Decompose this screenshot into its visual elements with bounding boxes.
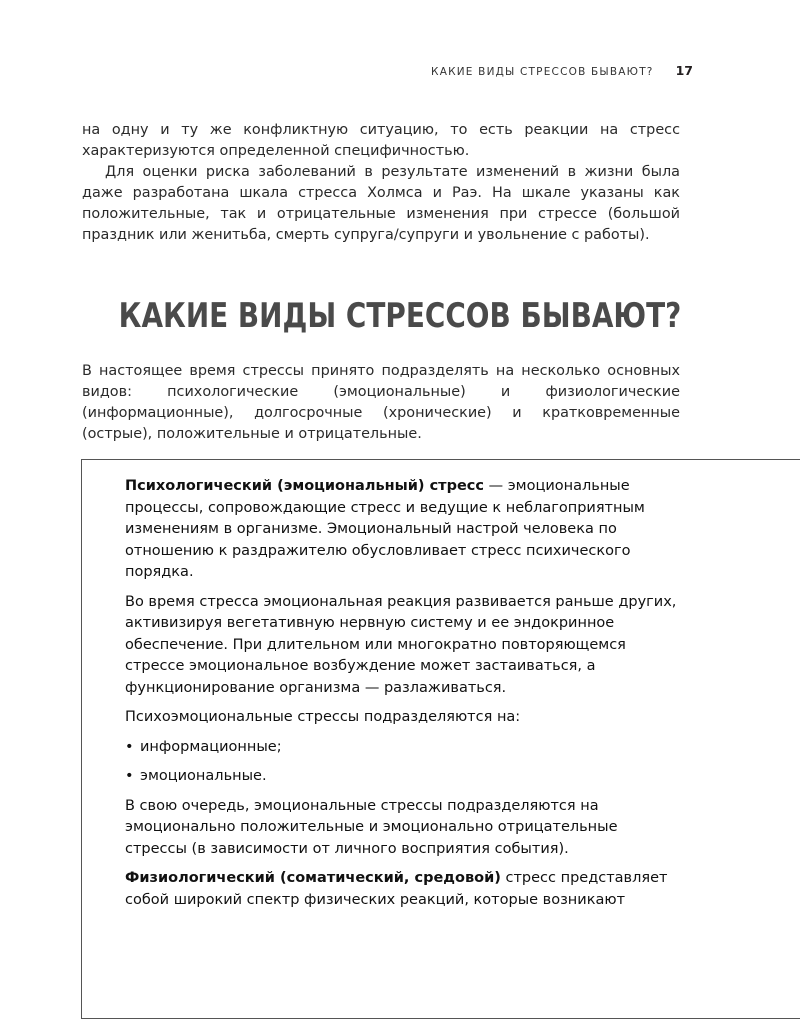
intro-text bbox=[82, 120, 680, 246]
running-head bbox=[431, 63, 693, 78]
term-physiological-stress: Физиологический (соматический, средовой) bbox=[125, 870, 501, 886]
intro-paragraph-1: на одну и ту же конфликтную ситуацию, то есть реакции на стресс характеризуются определенной специфичностью. bbox=[82, 122, 680, 159]
stress-types-list bbox=[125, 737, 680, 788]
section-heading: КАКИЕ ВИДЫ СТРЕССОВ БЫВАЮТ? bbox=[118, 296, 682, 336]
sidebar-paragraph-2: Во время стресса эмоциональная реакция развивается раньше других, активизируя вегетативную нервную систему и ее эндокринное обеспечение. При длительном или многократно повторяющемся стрессе эмоциональное возбуждение может застаиваться, а функционирование организма — разлаживаться. bbox=[125, 593, 677, 696]
sidebar-box bbox=[81, 459, 800, 1019]
sidebar-content bbox=[125, 476, 680, 919]
sidebar-paragraph-1 bbox=[125, 476, 680, 584]
list-item bbox=[125, 737, 680, 759]
section-lead bbox=[82, 361, 680, 445]
sidebar-paragraph-5 bbox=[125, 868, 680, 911]
list-item bbox=[125, 766, 680, 788]
intro-paragraph-2: Для оценки риска заболеваний в результате изменений в жизни была даже разработана шкала стресса Холмса и Раэ. На шкале указаны как положительные, так и отрицательные изменения при стрессе (большой праздник или женитьба, смерть супруга/супруги и увольнение с работы). bbox=[82, 164, 680, 243]
bullet-icon: • bbox=[125, 768, 134, 784]
sidebar-paragraph-5-text: стресс представляет собой широкий спектр физических реакций, которые возникают bbox=[125, 870, 668, 908]
sidebar-paragraph-1-text: — эмоциональные процессы, сопровождающие стресс и ведущие к неблагоприятным изменениям в организме. Эмоциональный настрой человека по отношению к раздражителю обусловливает стресс психического порядка. bbox=[125, 478, 645, 580]
running-head-title: КАКИЕ ВИДЫ СТРЕССОВ БЫВАЮТ? bbox=[431, 66, 654, 78]
sidebar-paragraph-3: Психоэмоциональные стрессы подразделяются на: bbox=[125, 709, 521, 725]
bullet-icon: • bbox=[125, 738, 134, 755]
term-psychological-stress: Психологический (эмоциональный) стресс bbox=[125, 478, 484, 494]
list-item-text: информационные; bbox=[140, 738, 282, 755]
section-lead-paragraph: В настоящее время стрессы принято подразделять на несколько основных видов: психологические (эмоциональные) и физиологические (информационные), долгосрочные (хронические) и кратковременные (острые), положительные и отрицательные. bbox=[82, 363, 680, 442]
page-number: 17 bbox=[675, 63, 693, 78]
sidebar-paragraph-4: В свою очередь, эмоциональные стрессы подразделяются на эмоционально положительные и эмоционально отрицательные стрессы (в зависимости от личного восприятия события). bbox=[125, 797, 618, 857]
list-item-text: эмоциональные. bbox=[140, 768, 267, 784]
